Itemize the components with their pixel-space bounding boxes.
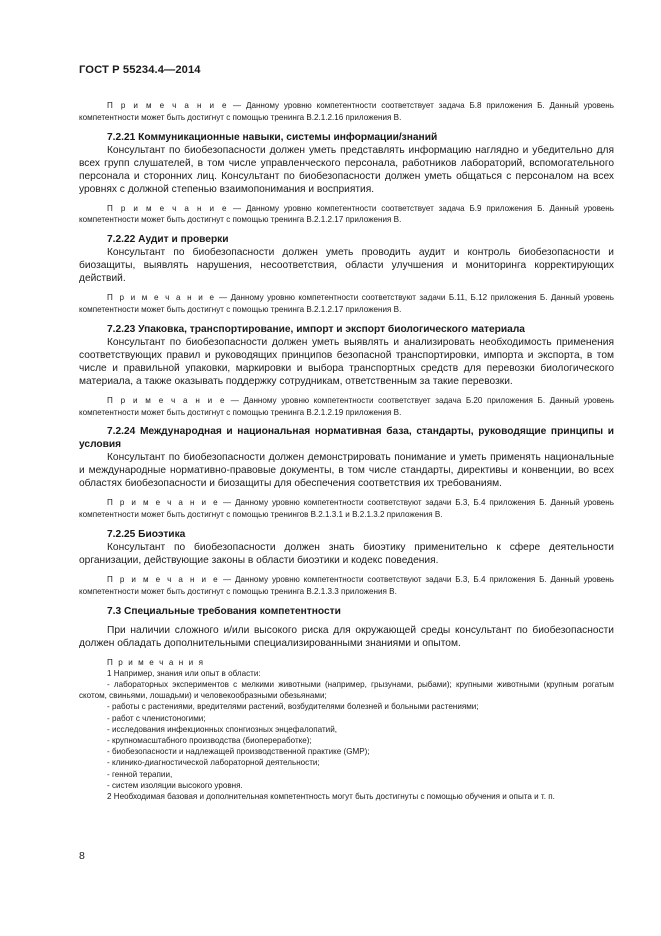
section-heading-7-2-25: 7.2.25 Биоэтика	[107, 528, 186, 540]
section-heading-7-2-21: 7.2.21 Коммуникационные навыки, системы информации/знаний	[107, 131, 438, 143]
section-heading-7-2-22: 7.2.22 Аудит и проверки	[107, 234, 229, 246]
note	[79, 497, 614, 521]
note-label: П р и м е ч а н и е	[107, 293, 216, 303]
paragraph-7-3: При наличии сложного и/или высокого риска для окружающей среды консультант по биобезопасности должен обладать дополнительными специализированными знаниями и опытом.	[79, 624, 614, 649]
note-label: П р и м е ч а н и е	[107, 203, 229, 213]
note-label: П р и м е ч а н и е	[107, 498, 220, 508]
note-text: — Данному уровню компетентности соответствуют задачи Б.11, Б.12 приложения Б. Данный уровень компетентности может быть достигнут с помощью тренинга В.2.1.2.17 приложения В.	[79, 293, 614, 314]
paragraph-7-2-23: Консультант по биобезопасности должен уметь выявлять и анализировать необходимость применения соответствующих правил и руководящих принципов безопасной транспортировки, импорта и экспорта, в том числе и правильной упаковки, маркировки и выбора транспортных средств для перевозки биологического материала, а также оказывать поддержку сотрудникам, ответственным за такие перевозки.	[79, 336, 614, 387]
document-body	[79, 100, 614, 802]
note-text: — Данному уровню компетентности соответствует задача Б.8 приложения Б. Данный уровень компетентности может быть достигнут с помощью тренинга В.2.1.2.16 приложения В.	[79, 101, 614, 122]
paragraph-7-2-25: Консультант по биобезопасности должен знать биоэтику применительно к сфере деятельности организации, действующие законы в области биоэтики и кодекс поведения.	[79, 541, 614, 566]
notes-list-item: - биобезопасности и надлежащей производственной практике (GMP);	[107, 747, 370, 757]
notes-label: П р и м е ч а н и я	[107, 657, 205, 667]
section-heading-7-2-23: 7.2.23 Упаковка, транспортирование, импорт и экспорт биологического материала	[107, 323, 525, 335]
section-heading-7-2-24: 7.2.24 Международная и национальная нормативная база, стандарты, руководящие принципы и условия	[79, 426, 614, 451]
notes-list-item: - исследования инфекционных спонгиозных энцефалопатий,	[107, 724, 337, 734]
paragraph-7-2-22: Консультант по биобезопасности должен уметь проводить аудит и контроль биобезопасности и биозащиты, выявлять нарушения, несоответствия, области улучшения и мониторинга корректирующих действий.	[79, 247, 614, 285]
note-label: П р и м е ч а н и е	[107, 395, 227, 405]
notes-list-item: - систем изоляции высокого уровня.	[107, 780, 243, 790]
notes-item-1: 1 Например, знания или опыт в области:	[107, 668, 261, 678]
note-label: П р и м е ч а н и е	[107, 101, 229, 110]
page-number: 8	[79, 850, 85, 862]
notes-list-item: - лабораторных экспериментов с мелкими животными (например, грызунами, рыбами); крупными животными (крупным рогатым скотом, свиньями, лошадьми) и человекообразными обезьянами;	[79, 679, 614, 701]
note-text: — Данному уровню компетентности соответствуют задачи Б.3, Б.4 приложения Б. Данный уровень компетентности может быть достигнут с помощью тренинга В.2.1.3.3 приложения В.	[79, 574, 614, 596]
note-label: П р и м е ч а н и е	[107, 574, 220, 584]
paragraph-7-2-24: Консультант по биобезопасности должен демонстрировать понимание и уметь применять национальные и международные нормативно-правовые документы, в том числе стандарты, директивы и конвенции, во всех областях биобезопасности и биозащиты для обеспечения соответствия их требованиям.	[79, 452, 614, 490]
note-text: — Данному уровню компетентности соответствуют задачи Б.3, Б.4 приложения Б. Данный уровень компетентности может быть достигнут с помощью тренингов В.2.1.3.1 и В.2.1.3.2 приложения В.	[79, 498, 614, 520]
document-header: ГОСТ Р 55234.4—2014	[79, 64, 201, 76]
note-text: — Данному уровню компетентности соответствует задача Б.9 приложения Б. Данный уровень компетентности может быть достигнут с помощью тренинга В.2.1.2.17 приложения В.	[79, 203, 614, 225]
note	[79, 292, 614, 316]
notes-list-item: - крупномасштабного производства (биопереработке);	[107, 735, 312, 745]
note	[79, 203, 614, 227]
note	[79, 100, 614, 124]
notes-list-item: - работ с членистоногими;	[107, 713, 206, 723]
note	[79, 574, 614, 598]
note-text: — Данному уровню компетентности соответствует задача Б.20 приложения Б. Данный уровень компетентности может быть достигнут с помощью тренинга В.2.1.2.19 приложения В.	[79, 395, 614, 417]
section-heading-7-3: 7.3 Специальные требования компетентности	[107, 605, 341, 617]
paragraph-7-2-21: Консультант по биобезопасности должен уметь представлять информацию наглядно и убедительно для всех групп слушателей, в том числе управленческого персонала, работников лабораторий, вспомогательного персонала и сторонних лиц. Консультант по биобезопасности должен уметь общаться с персоналом на всех уровнях с должной степенью взаимопонимания и восприятия.	[79, 144, 614, 195]
notes-list-item: - работы с растениями, вредителями растений, возбудителями болезней и больными растениями;	[107, 702, 479, 712]
notes-list-item: - генной терапии,	[107, 769, 173, 779]
notes-list-item: - клинико-диагностической лабораторной деятельности;	[107, 758, 320, 768]
notes-block	[79, 657, 614, 803]
note	[79, 395, 614, 419]
notes-item-2: 2 Необходимая базовая и дополнительная компетентность могут быть достигнуты с помощью обучения и опыта и т. п.	[107, 792, 555, 801]
